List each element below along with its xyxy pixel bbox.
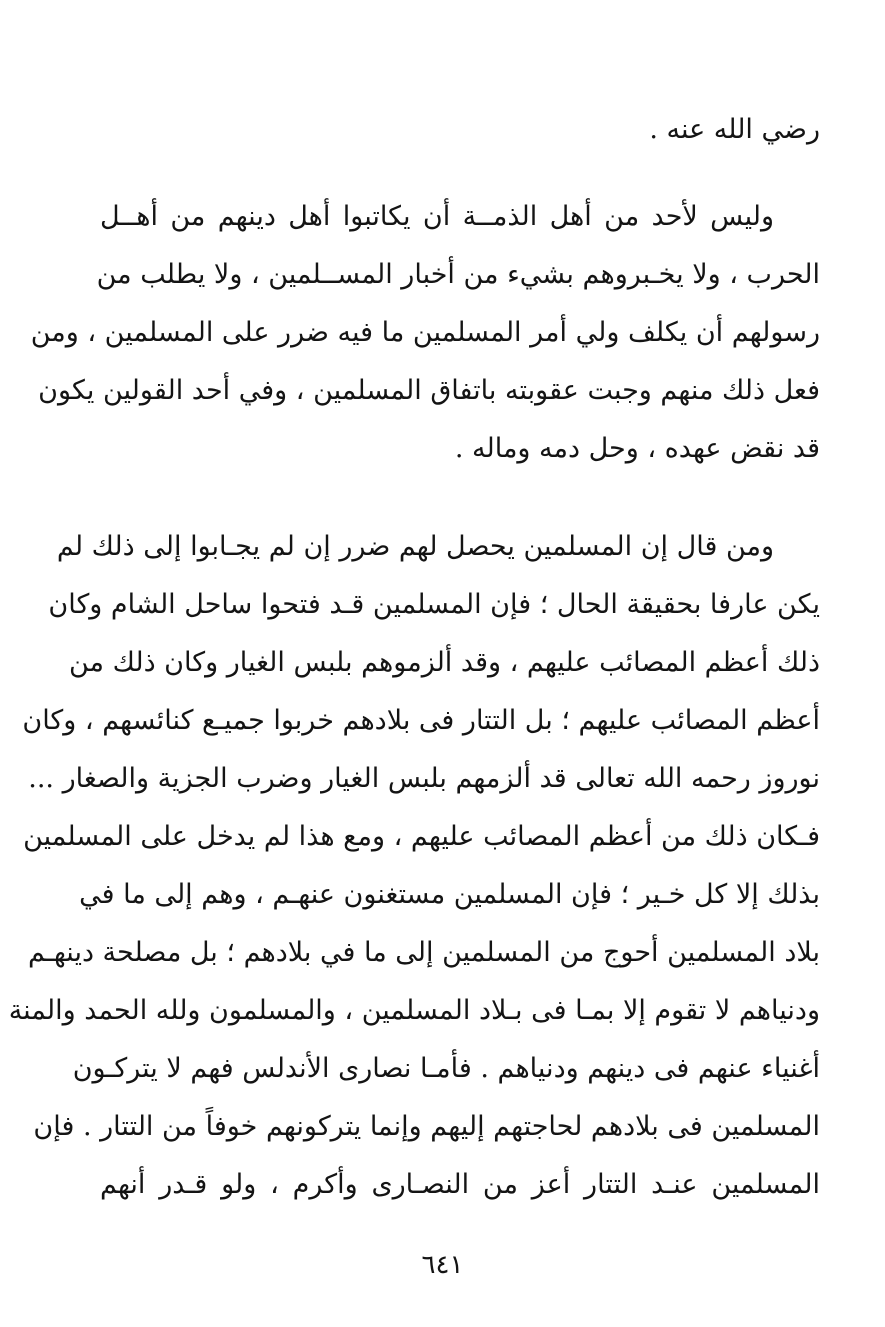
paragraph-line: رسولهم أن يكلف ولي أمر المسلمين ما فيه ضرر على المسلمين ، ومن [30, 317, 820, 348]
paragraph-line: ودنياهم لا تقوم إلا بمـا فى بـلاد المسلمين ، والمسلمون ولله الحمد والمنة [8, 995, 820, 1026]
page-number: ٦٤١ [421, 1250, 464, 1280]
header-line: رضي الله عنه . [649, 114, 820, 145]
paragraph-line: ذلك أعظم المصائب عليهم ، وقد ألزموهم بلبس الغيار وكان ذلك من [69, 647, 820, 678]
paragraph-1 [30, 188, 820, 478]
paragraph-line: المسلمين عنـد التتار أعز من النصـارى وأكرم ، ولو قـدر أنهم [100, 1169, 820, 1200]
paragraph-line: أغنياء عنهم فى دينهم ودنياهم . فأمـا نصارى الأندلس فهم لا يتركـون [72, 1053, 820, 1084]
paragraph-line: وليس لأحد من أهل الذمــة أن يكاتبوا أهل دينهم من أهــل [100, 201, 774, 232]
paragraph-line: قد نقض عهده ، وحل دمه وماله . [454, 433, 820, 464]
paragraph-line: بذلك إلا كل خـير ؛ فإن المسلمين مستغنون عنهـم ، وهم إلى ما في [79, 879, 820, 910]
paragraph-line: ومن قال إن المسلمين يحصل لهم ضرر إن لم يجـابوا إلى ذلك لم [56, 531, 774, 562]
paragraph-line: أعظم المصائب عليهم ؛ بل التتار فى بلادهم خربوا جميـع كنائسهم ، وكان [22, 705, 820, 736]
header-line-block [100, 101, 820, 159]
paragraph-line: فعل ذلك منهم وجبت عقوبته باتفاق المسلمين ، وفي أحد القولين يكون [38, 375, 820, 406]
paragraph-line: نوروز رحمه الله تعالى قد ألزمهم بلبس الغيار وضرب الجزية والصغار ... [28, 763, 820, 794]
paragraph-2 [8, 518, 820, 1214]
paragraph-line: المسلمين فى بلادهم لحاجتهم إليهم وإنما يتركونهم خوفاً من التتار . فإن [33, 1111, 820, 1142]
paragraph-line: الحرب ، ولا يخـبروهم بشيء من أخبار المســلمين ، ولا يطلب من [96, 259, 820, 290]
paragraph-line: بلاد المسلمين أحوج من المسلمين إلى ما في بلادهم ؛ بل مصلحة دينهـم [27, 937, 820, 968]
paragraph-line: يكن عارفا بحقيقة الحال ؛ فإن المسلمين قـد فتحوا ساحل الشام وكان [48, 589, 820, 620]
paragraph-line: فـكان ذلك من أعظم المصائب عليهم ، ومع هذا لم يدخل على المسلمين [23, 821, 820, 852]
